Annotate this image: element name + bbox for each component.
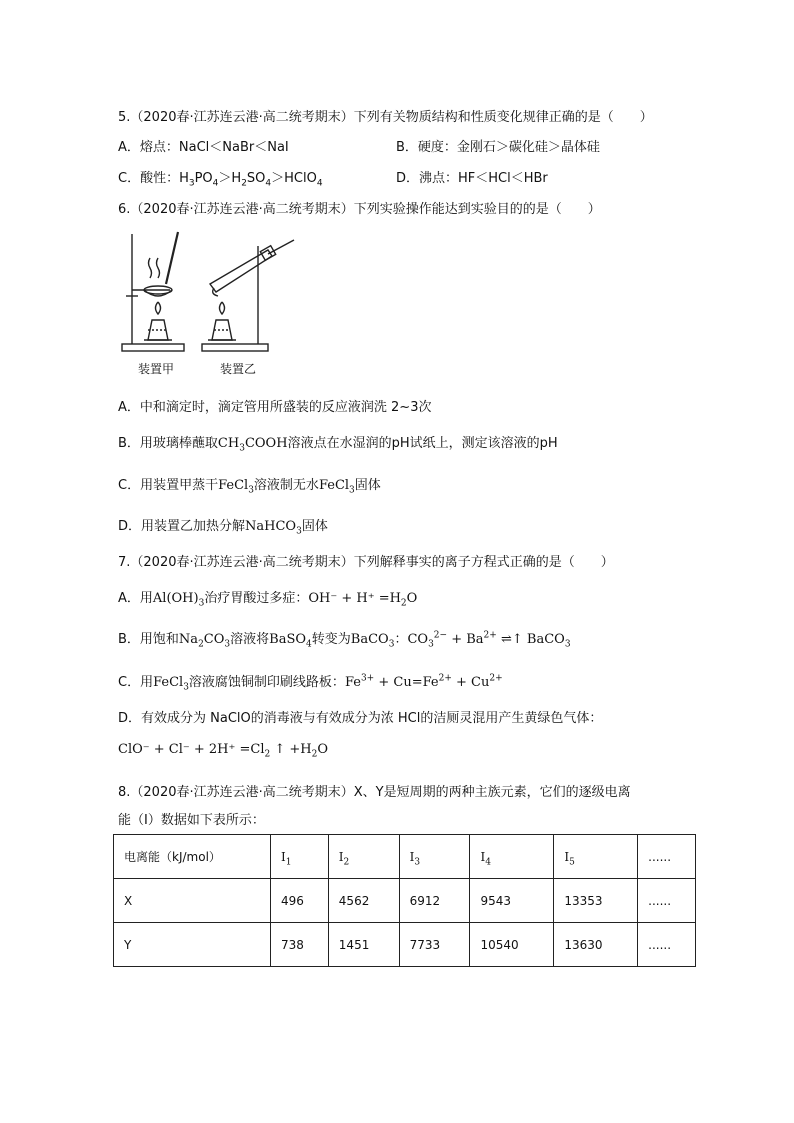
q6-option-b: B．用玻璃棒蘸取$CH_3COOH$溶液点在水湿润的pH试纸上，测定该溶液的pH (118, 436, 558, 454)
q7-option-b: B．用饱和$Na_2CO_3$溶液将BaSO$_4$转变为BaCO$_3$：$CO_3^{2-} + Ba^{2+}$ ⇌↑ BaCO$_3$ (118, 630, 571, 650)
q5-option-b: B．硬度：金刚石＞碳化硅＞晶体硅 (396, 140, 600, 155)
q7-option-d-equation: $ClO^- + Cl^- + 2H^+ =Cl_2$ ↑ $+H_2O$ (118, 742, 329, 760)
table-cell: ...... (638, 923, 696, 967)
apparatus-drawing (118, 228, 308, 358)
q6-option-d: D．用装置乙加热分解NaHCO$_3$固体 (118, 519, 328, 537)
apparatus-yi-icon (202, 240, 294, 351)
table-header-cell: $I_1$ (271, 835, 329, 879)
caption-apparatus-yi: 装置乙 (220, 362, 257, 376)
table-cell: 6912 (399, 879, 470, 923)
table-header-cell: $I_4$ (470, 835, 554, 879)
table-cell: 1451 (328, 923, 399, 967)
q7-option-a: A．用$Al(OH)_3$治疗胃酸过多症：$OH^- + H^+ =H_2O$ (118, 591, 418, 609)
table-cell: 13353 (554, 879, 638, 923)
table-header-label: 电离能（kJ/mol） (114, 835, 271, 879)
q5-option-c: C．酸性：$H_3PO_4>H_2SO_4>HClO_4$ (118, 171, 323, 189)
table-header-row (114, 835, 696, 879)
row-label: X (114, 879, 271, 923)
q8-stem-line2: 能（I）数据如下表所示： (118, 813, 265, 828)
q6-stem: 6.（2020春·江苏连云港·高二统考期末）下列实验操作能达到实验目的的是（ ） (118, 202, 601, 217)
q6-option-c: C．用装置甲蒸干FeCl$_3$溶液制无水FeCl$_3$固体 (118, 478, 381, 496)
table-cell: 9543 (470, 879, 554, 923)
table-cell: 10540 (470, 923, 554, 967)
table-row (114, 923, 696, 967)
table-cell: 738 (271, 923, 329, 967)
row-label: Y (114, 923, 271, 967)
caption-apparatus-jia: 装置甲 (138, 362, 175, 376)
table-cell: 13630 (554, 923, 638, 967)
q5-stem: 5.（2020春·江苏连云港·高二统考期末）下列有关物质结构和性质变化规律正确的是（ ） (118, 110, 653, 125)
table-row (114, 879, 696, 923)
table-cell: ...... (638, 879, 696, 923)
table-cell: 4562 (328, 879, 399, 923)
q7-option-c: C．用FeCl$_3$溶液腐蚀铜制印刷线路板：$Fe^{3+} + Cu=Fe^{2+} + Cu^{2+}$ (118, 673, 503, 693)
apparatus-figure (118, 228, 308, 378)
q8-stem-line1: 8.（2020春·江苏连云港·高二统考期末）X、Y是短周期的两种主族元素，它们的逐级电离 (118, 785, 631, 800)
q6-option-a: A．中和滴定时，滴定管用所盛装的反应液润洗 2~3次 (118, 400, 432, 415)
q7-option-d: D．有效成分为 NaClO的消毒液与有效成分为浓 HCl的洁厕灵混用产生黄绿色气体： (118, 711, 603, 726)
table-header-cell: $I_5$ (554, 835, 638, 879)
table-header-cell: ...... (638, 835, 696, 879)
table-cell: 496 (271, 879, 329, 923)
apparatus-jia-icon (122, 232, 184, 351)
table-header-cell: $I_2$ (328, 835, 399, 879)
table-cell: 7733 (399, 923, 470, 967)
q7-stem: 7.（2020春·江苏连云港·高二统考期末）下列解释事实的离子方程式正确的是（ ） (118, 555, 614, 570)
q5-option-a: A．熔点：NaCl＜NaBr＜NaI (118, 140, 289, 155)
q5-option-d: D．沸点：HF＜HCl＜HBr (396, 171, 548, 186)
ionization-energy-table (113, 834, 696, 967)
table-header-cell: $I_3$ (399, 835, 470, 879)
